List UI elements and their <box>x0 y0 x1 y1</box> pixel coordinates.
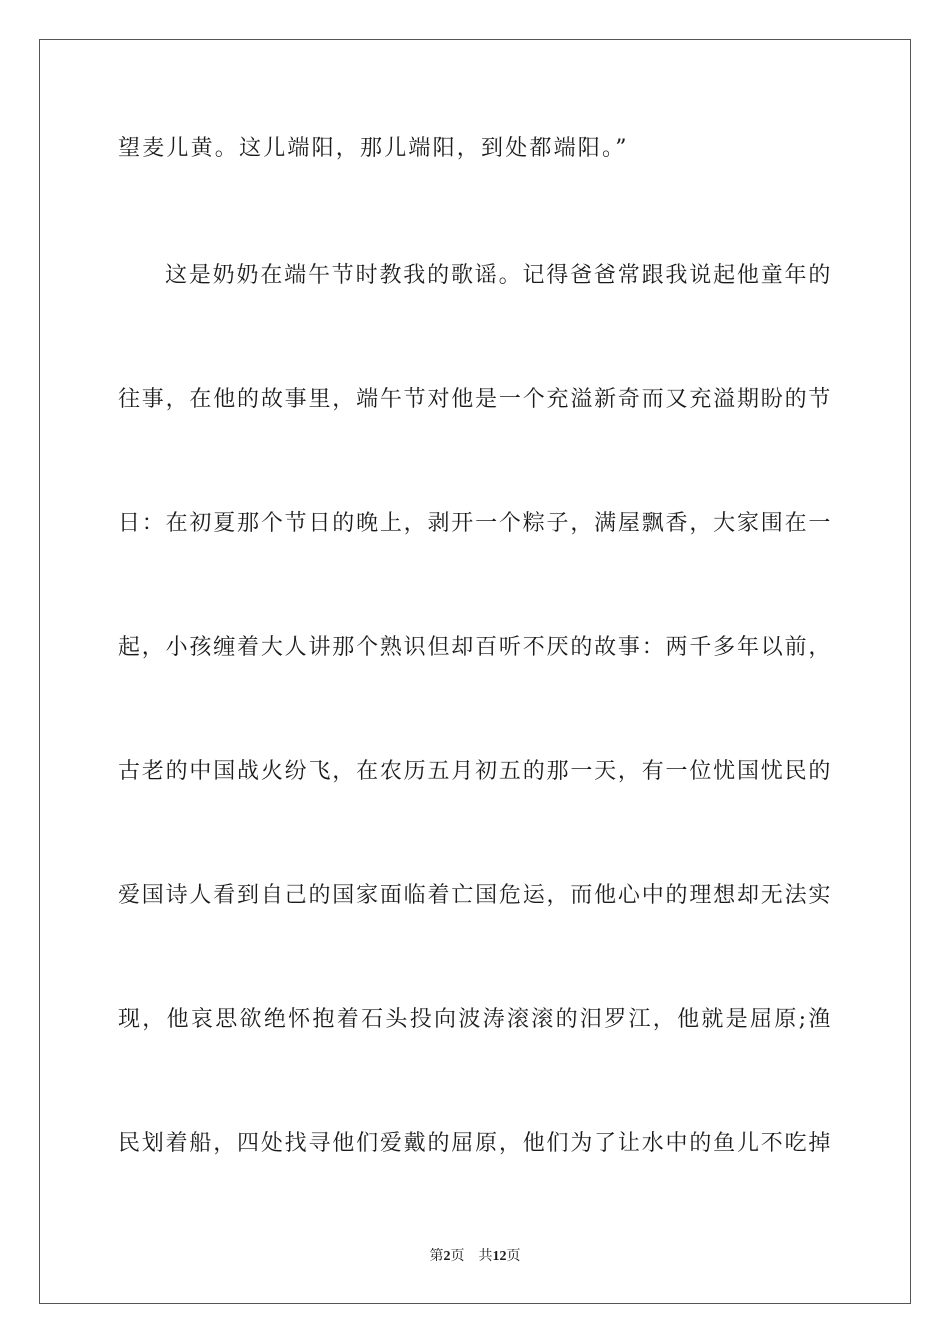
text-line-5: 起，小孩缠着大人讲那个熟识但却百听不厌的故事：两千多年以前， <box>118 635 832 660</box>
text-line-8: 现，他哀思欲绝怀抱着石头投向波涛滚滚的汨罗江，他就是屈原;渔 <box>118 1007 832 1032</box>
text-line-6: 古老的中国战火纷飞，在农历五月初五的那一天，有一位忧国忧民的 <box>118 759 832 784</box>
text-line-9: 民划着船，四处找寻他们爱戴的屈原，他们为了让水中的鱼儿不吃掉 <box>118 1131 832 1156</box>
footer-total-prefix: 共 <box>478 1249 493 1264</box>
text-line-3: 往事，在他的故事里，端午节对他是一个充溢新奇而又充溢期盼的节 <box>118 387 832 412</box>
text-line-1: 望麦儿黄。这儿端阳，那儿端阳，到处都端阳。” <box>118 136 629 161</box>
text-line-7: 爱国诗人看到自己的国家面临着亡国危运，而他心中的理想却无法实 <box>118 883 832 908</box>
page-border <box>39 39 911 1304</box>
footer-page-suffix: 页 <box>450 1249 465 1264</box>
text-line-2: 这是奶奶在端午节时教我的歌谣。记得爸爸常跟我说起他童年的 <box>165 263 832 288</box>
text-line-4: 日：在初夏那个节日的晚上，剥开一个粽子，满屋飘香，大家围在一 <box>118 511 832 536</box>
page-footer <box>0 1248 950 1266</box>
footer-total-suffix: 页 <box>506 1249 521 1264</box>
footer-page-prefix: 第 <box>429 1249 444 1264</box>
footer-page-number: 2 <box>443 1249 451 1264</box>
footer-total-pages: 12 <box>492 1249 507 1264</box>
